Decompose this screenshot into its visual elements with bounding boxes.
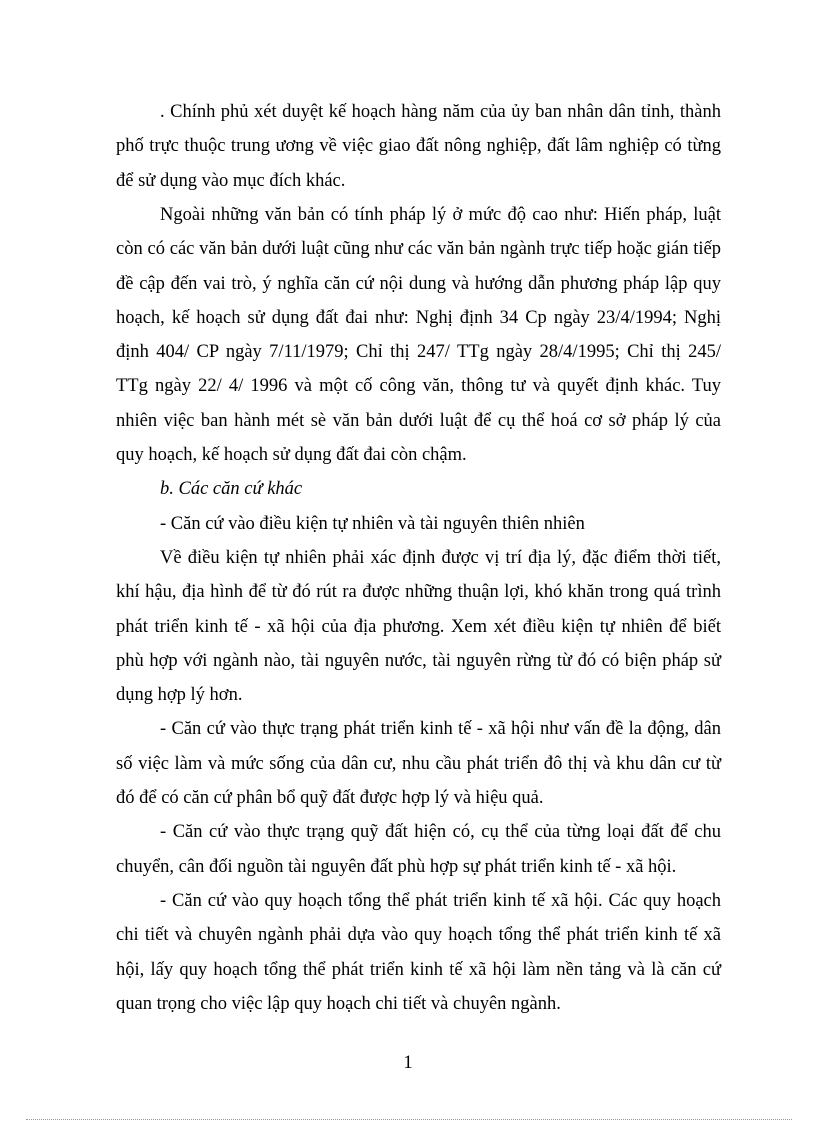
paragraph-7-line-2: chuyển, cân đối nguồn tài nguyên đất phù hợp sự phát triển kinh tế - xã hội. — [116, 856, 677, 877]
paragraph-6-line-3: đó để có căn cứ phân bổ quỹ đất được hợp lý và hiệu quả. — [116, 788, 544, 808]
paragraph-6-line-1: - Căn cứ vào thực trạng phát triển kinh tế - xã hội như vấn đề la động, dân — [160, 719, 721, 740]
paragraph-2-line-7: nhiên việc ban hành mét sè văn bản dưới luật để cụ thể hoá cơ sở pháp lý của — [116, 410, 721, 431]
paragraph-6-line-2: số việc làm và mức sống của dân cư, nhu cầu phát triển đô thị và khu dân cư từ — [116, 753, 721, 774]
paragraph-7-line-1: - Căn cứ vào thực trạng quỹ đất hiện có, cụ thể của từng loại đất để chu — [160, 822, 721, 843]
paragraph-8-line-4: quan trọng cho việc lập quy hoạch chi tiết và chuyên ngành. — [116, 993, 561, 1014]
paragraph-8-line-3: hội, lấy quy hoạch tổng thể phát triển kinh tế xã hội làm nền tảng và là căn cứ — [116, 959, 721, 980]
paragraph-2-line-4: hoạch, kế hoạch sử dụng đất đai như: Nghị định 34 Cp ngày 23/4/1994; Nghị — [116, 307, 721, 328]
footer-dotted-rule — [26, 1119, 792, 1120]
paragraph-8-line-1: - Căn cứ vào quy hoạch tổng thể phát triển kinh tế xã hội. Các quy hoạch — [160, 890, 721, 911]
paragraph-2-line-2: còn có các văn bản dưới luật cũng như các văn bản ngành trực tiếp hoặc gián tiếp — [116, 239, 721, 260]
paragraph-2-line-3: đề cập đến vai trò, ý nghĩa căn cứ nội dung và hướng dẫn phương pháp lập quy — [116, 273, 721, 294]
paragraph-1-line-2: phố trực thuộc trung ương về việc giao đất nông nghiệp, đất lâm nghiệp có từng — [116, 136, 721, 157]
paragraph-5-line-1: Về điều kiện tự nhiên phải xác định được vị trí địa lý, đặc điểm thời tiết, — [160, 547, 721, 568]
paragraph-8-line-2: chi tiết và chuyên ngành phải dựa vào quy hoạch tổng thể phát triển kinh tế xã — [116, 925, 721, 946]
paragraph-5-line-3: phát triển kinh tế - xã hội của địa phương. Xem xét điều kiện tự nhiên để biết — [116, 616, 721, 637]
paragraph-5-line-4: phù hợp với ngành nào, tài nguyên nước, tài nguyên rừng từ đó có biện pháp sử — [116, 650, 721, 671]
paragraph-1-line-3: để sử dụng vào mục đích khác. — [116, 170, 346, 191]
paragraph-2-line-1: Ngoài những văn bản có tính pháp lý ở mức độ cao như: Hiến pháp, luật — [160, 204, 721, 225]
paragraph-5-line-5: dụng hợp lý hơn. — [116, 685, 243, 706]
paragraph-5-line-2: khí hậu, địa hình để từ đó rút ra được những thuận lợi, khó khăn trong quá trình — [116, 582, 721, 603]
paragraph-2-line-8: quy hoạch, kế hoạch sử dụng đất đai còn chậm. — [116, 445, 467, 465]
page-number: 1 — [403, 1053, 413, 1073]
paragraph-3-line-1: b. Các căn cứ khác — [160, 479, 303, 500]
paragraph-2-line-6: TTg ngày 22/ 4/ 1996 và một cố công văn, thông tư và quyết định khác. Tuy — [116, 376, 721, 397]
paragraph-4-line-1: - Căn cứ vào điều kiện tự nhiên và tài nguyên thiên nhiên — [160, 513, 585, 534]
paragraph-2-line-5: định 404/ CP ngày 7/11/1979; Chỉ thị 247/ TTg ngày 28/4/1995; Chỉ thị 245/ — [116, 342, 721, 363]
paragraph-1-line-1: . Chính phủ xét duyệt kế hoạch hàng năm của ủy ban nhân dân tỉnh, thành — [160, 102, 721, 122]
